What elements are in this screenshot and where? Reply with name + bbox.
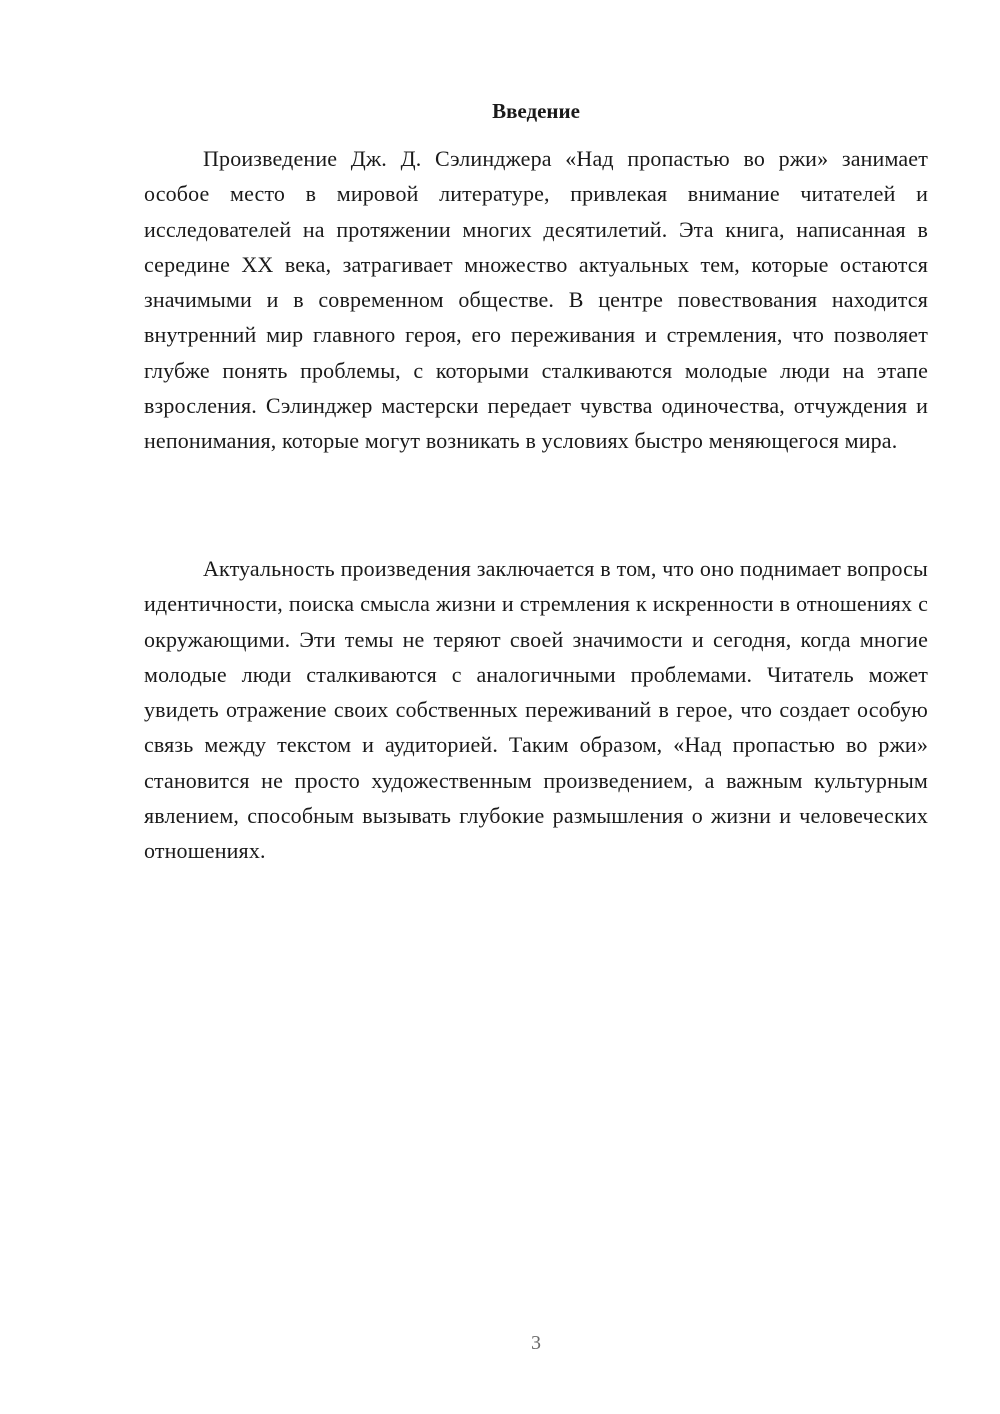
paragraph-1-container — [144, 141, 928, 459]
section-heading: Введение — [492, 99, 580, 123]
page-number: 3 — [531, 1332, 541, 1354]
paragraph-2: Актуальность произведения заключается в том, что оно поднимает вопросы идентичности, поиска смысла жизни и стремления к искренности в отношениях с окружающими. Эти темы не теряют своей значимости и сегодня, когда многие молодые люди сталкиваются с аналогичными проблемами. Читатель может увидеть отражение своих собственных переживаний в герое, что создает особую связь между текстом и аудиторией. Таким образом, «Над пропастью во ржи» становится не просто художественным произведением, а важным культурным явлением, способным вызывать глубокие размышления о жизни и человеческих отношениях. — [144, 556, 928, 864]
paragraph-2-container — [144, 551, 928, 869]
paragraph-1: Произведение Дж. Д. Сэлинджера «Над пропастью во ржи» занимает особое место в мировой литературе, привлекая внимание читателей и исследователей на протяжении многих десятилетий. Эта книга, написанная в середине XX века, затрагивает множество актуальных тем, которые остаются значимыми и в современном обществе. В центре повествования находится внутренний мир главного героя, его переживания и стремления, что позволяет глубже понять проблемы, с которыми сталкиваются молодые люди на этапе взросления. Сэлинджер мастерски передает чувства одиночества, отчуждения и непонимания, которые могут возникать в условиях быстро меняющегося мира. — [144, 146, 928, 454]
